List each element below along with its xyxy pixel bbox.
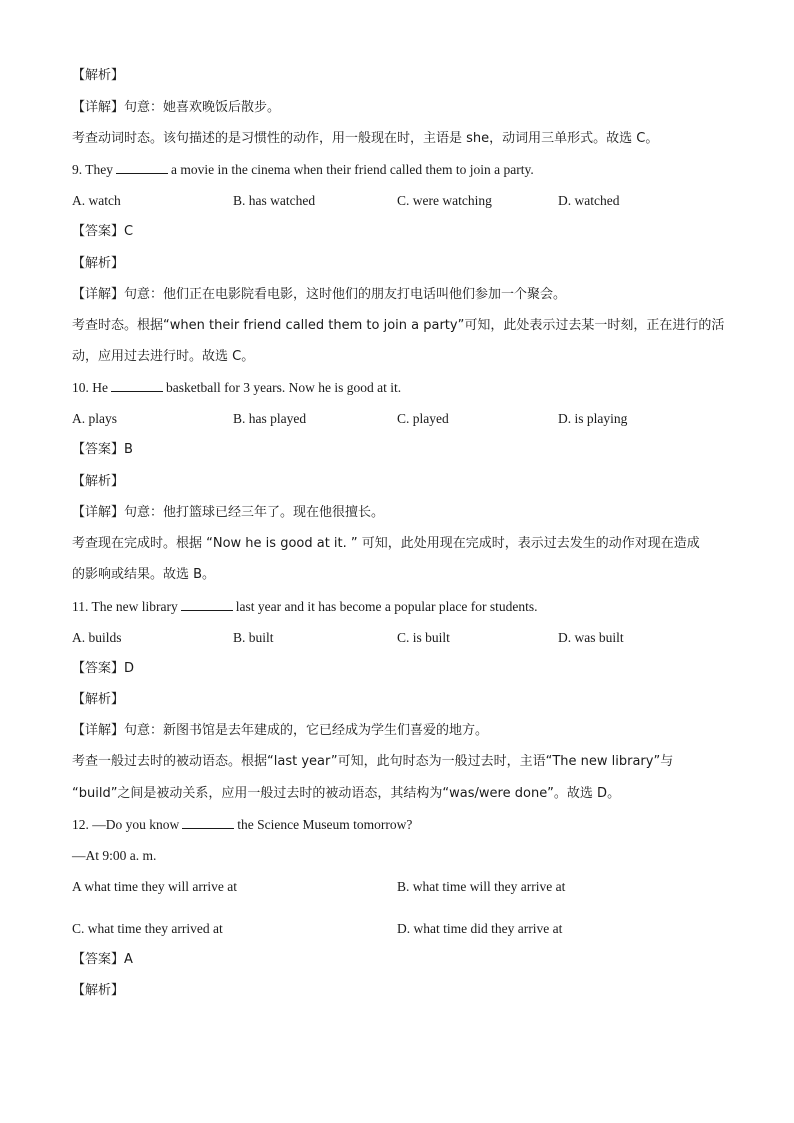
option-c: C. what time they arrived at [72, 921, 223, 936]
question-text-pre: 10. He [72, 380, 108, 395]
question-text-post: a movie in the cinema when their friend called them to join a party. [171, 162, 534, 177]
analysis-heading: 【解析】 [72, 983, 125, 998]
detail-explanation: 【详解】句意：她喜欢晚饭后散步。 [72, 100, 281, 115]
option-b: B. built [233, 630, 274, 645]
answer-line: 【答案】D [72, 661, 135, 676]
detail-explanation: 【详解】句意：他们正在电影院看电影，这时他们的朋友打电话叫他们参加一个聚会。 [72, 287, 567, 302]
explanation-text: 的影响或结果。故选 B。 [72, 567, 216, 582]
analysis-heading: 【解析】 [72, 68, 125, 83]
option-a: A. plays [72, 411, 117, 426]
answer-line: 【答案】C [72, 224, 134, 239]
option-b: B. what time will they arrive at [397, 879, 566, 894]
option-d: D. was built [558, 630, 624, 645]
option-a: A what time they will arrive at [72, 879, 237, 894]
explanation-text: 动，应用过去进行时。故选 C。 [72, 349, 255, 364]
option-a: A. builds [72, 630, 122, 645]
question-9 [72, 160, 734, 180]
explanation-text: 考查时态。根据“when their friend called them to join a party”可知，此处表示过去某一时刻，正在进行的活 [72, 318, 725, 333]
option-b: B. has watched [233, 193, 316, 208]
question-text-post: basketball for 3 years. Now he is good at it. [166, 380, 402, 395]
detail-explanation: 【详解】句意：他打篮球已经三年了。现在他很擅长。 [72, 505, 385, 520]
explanation-text: 考查一般过去时的被动语态。根据“last year”可知，此句时态为一般过去时，主语“The new library”与 [72, 754, 674, 769]
option-d: D. what time did they arrive at [397, 921, 563, 936]
answer-blank [182, 816, 234, 829]
detail-explanation: 【详解】句意：新图书馆是去年建成的，它已经成为学生们喜爱的地方。 [72, 723, 489, 738]
answer-blank [181, 598, 233, 611]
analysis-heading: 【解析】 [72, 692, 125, 707]
question-10 [72, 378, 734, 398]
answer-line: 【答案】A [72, 952, 133, 967]
question-12 [72, 815, 734, 835]
option-d: D. is playing [558, 411, 628, 426]
option-c: C. were watching [397, 193, 492, 208]
question-text-pre: 12. —Do you know [72, 817, 180, 832]
option-b: B. has played [233, 411, 307, 426]
question-text-pre: 9. They [72, 162, 113, 177]
answer-blank [116, 161, 168, 174]
question-text-post: last year and it has become a popular place for students. [235, 599, 538, 614]
answer-line: 【答案】B [72, 442, 133, 457]
question-text-post: the Science Museum tomorrow? [237, 817, 413, 832]
option-d: D. watched [558, 193, 620, 208]
question-text-pre: 11. The new library [72, 599, 178, 614]
question-12-reply: —At 9:00 a. m. [72, 848, 157, 863]
explanation-text: 考查现在完成时。根据 “Now he is good at it. ” 可知，此处用现在完成时，表示过去发生的动作对现在造成 [72, 536, 700, 551]
option-c: C. is built [397, 630, 450, 645]
option-c: C. played [397, 411, 449, 426]
explanation-text: 考查动词时态。该句描述的是习惯性的动作，用一般现在时，主语是 she，动词用三单形式。故选 C。 [72, 131, 659, 146]
explanation-text: “build”之间是被动关系，应用一般过去时的被动语态，其结构为“was/were done”。故选 D。 [72, 786, 621, 801]
analysis-heading: 【解析】 [72, 256, 125, 271]
analysis-heading: 【解析】 [72, 474, 125, 489]
option-a: A. watch [72, 193, 121, 208]
answer-blank [111, 379, 163, 392]
question-11 [72, 597, 734, 617]
